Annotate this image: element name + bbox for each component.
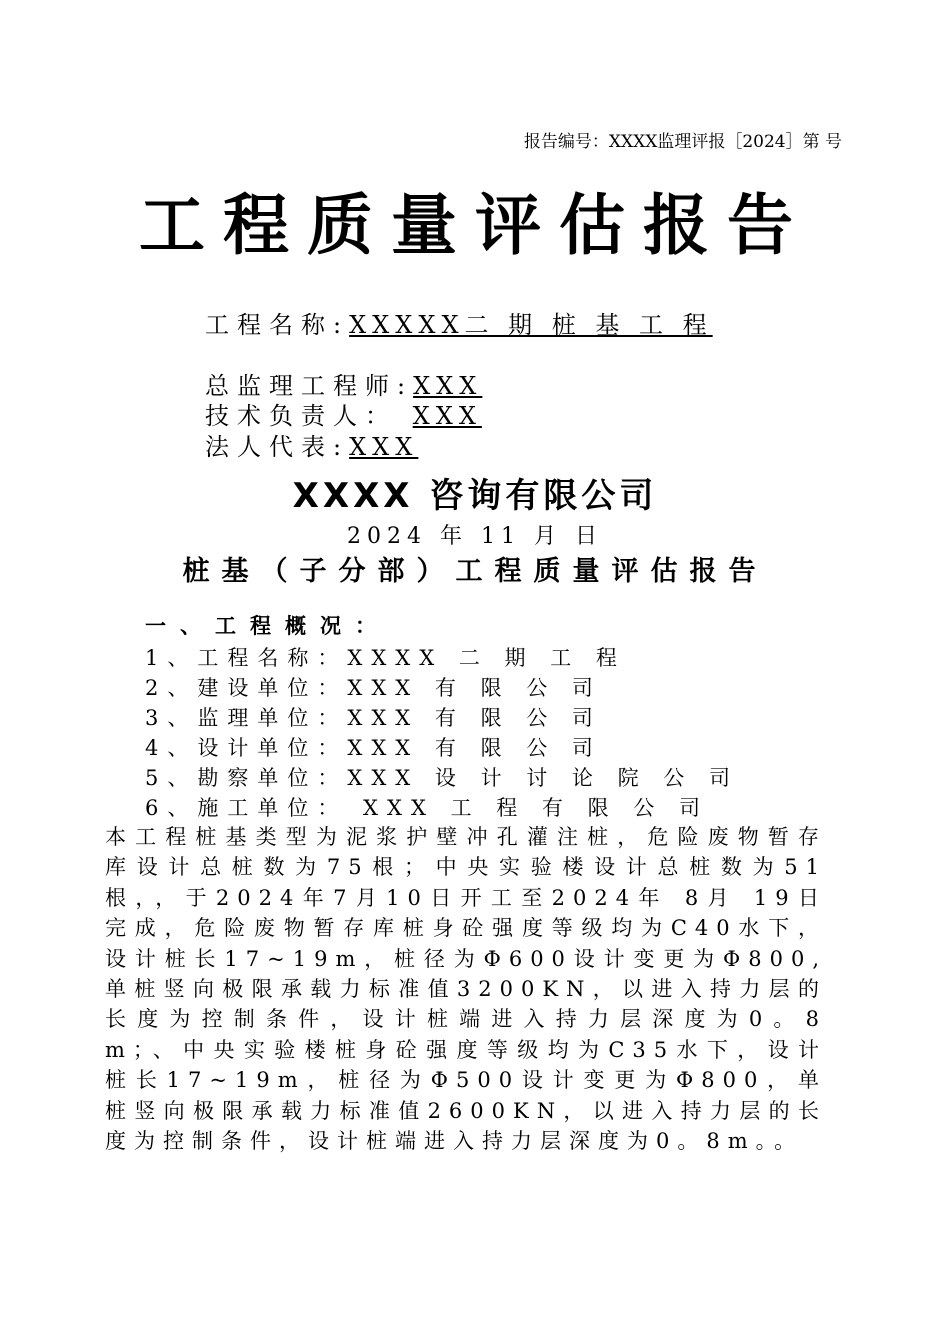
field-label: 法人代表 bbox=[205, 433, 333, 461]
field-separator: : bbox=[333, 433, 350, 461]
field-project-name bbox=[205, 305, 713, 340]
item-separator: ： bbox=[317, 676, 348, 700]
item-label: 施工单位 bbox=[197, 796, 318, 820]
item-separator: ： bbox=[317, 646, 348, 670]
item-number: 1、 bbox=[145, 646, 198, 670]
item-value: XXX 设 计 讨 论 院 公 司 bbox=[347, 766, 739, 790]
item-value: XXX 工 程 有 限 公 司 bbox=[347, 796, 709, 820]
body-paragraph: 本工程桩基类型为泥浆护壁冲孔灌注桩，危险废物暂存库设计总桩数为75根；中央实验楼设计总桩数为51根，，于2024年7月10日开工至2024年 8月 19日完成，危险废物暂存库桩身砼强度等级均为C40水下，设计桩长17~19m，桩径为Φ600设计变更为Φ800,单桩竖向极限承载力标准值3200KN，以进入持力层的长度为控制条件，设计桩端进入持力层深度为0。8m；、中央实验楼桩身砼强度等级均为C35水下，设计桩长17~19m，桩径为Φ500设计变更为Φ800，单桩竖向极限承载力标准值2600KN，以进入持力层的长度为控制条件，设计桩端进入持力层深度为0。8m。。 bbox=[105, 825, 827, 1154]
page-title: 工程质量评估报告 bbox=[139, 187, 811, 264]
field-label: 技术负责人 bbox=[205, 402, 365, 430]
item-separator: ： bbox=[317, 796, 348, 820]
field-separator: : bbox=[397, 372, 414, 400]
field-separator: ： bbox=[365, 402, 413, 430]
item-number: 4、 bbox=[145, 736, 198, 760]
item-value: XXX 有 限 公 司 bbox=[347, 706, 602, 730]
company-name: XXXX 咨询有限公司 bbox=[292, 476, 658, 516]
item-label: 勘察单位 bbox=[197, 766, 318, 790]
report-subtitle: 桩基（子分部）工程质量评估报告 bbox=[182, 556, 768, 587]
item-label: 监理单位 bbox=[197, 706, 318, 730]
section-heading: 一、工程概况： bbox=[145, 614, 390, 638]
item-value: XXX 有 限 公 司 bbox=[347, 736, 602, 760]
list-item bbox=[145, 672, 602, 702]
field-value: XXXXX二 期 桩 基 工 程 bbox=[349, 311, 713, 339]
field-label: 总监理工程师 bbox=[205, 372, 397, 400]
field-technical-lead bbox=[205, 396, 482, 431]
item-number: 2、 bbox=[145, 676, 198, 700]
item-label: 设计单位 bbox=[197, 736, 318, 760]
item-separator: ： bbox=[317, 736, 348, 760]
item-value: XXX 有 限 公 司 bbox=[347, 676, 602, 700]
field-value: XXX bbox=[349, 433, 419, 461]
item-separator: ： bbox=[317, 766, 348, 790]
report-date: 2024 年 11 月 日 bbox=[347, 524, 603, 549]
report-number: 报告编号：XXXX监理评报［2024］第 号 bbox=[523, 132, 842, 152]
list-item bbox=[145, 792, 709, 822]
list-item bbox=[145, 642, 626, 672]
list-item bbox=[145, 702, 602, 732]
list-item bbox=[145, 762, 739, 792]
field-separator: : bbox=[333, 311, 350, 339]
item-label: 工程名称 bbox=[197, 646, 318, 670]
item-value: XXXX 二 期 工 程 bbox=[347, 646, 626, 670]
item-separator: ： bbox=[317, 706, 348, 730]
item-number: 5、 bbox=[145, 766, 198, 790]
field-value: XXX bbox=[412, 402, 482, 430]
item-number: 3、 bbox=[145, 706, 198, 730]
field-value: XXX bbox=[413, 372, 483, 400]
item-label: 建设单位 bbox=[197, 676, 318, 700]
item-number: 6、 bbox=[145, 796, 198, 820]
field-label: 工程名称 bbox=[205, 311, 333, 339]
field-legal-rep bbox=[205, 427, 418, 462]
list-item bbox=[145, 732, 602, 762]
